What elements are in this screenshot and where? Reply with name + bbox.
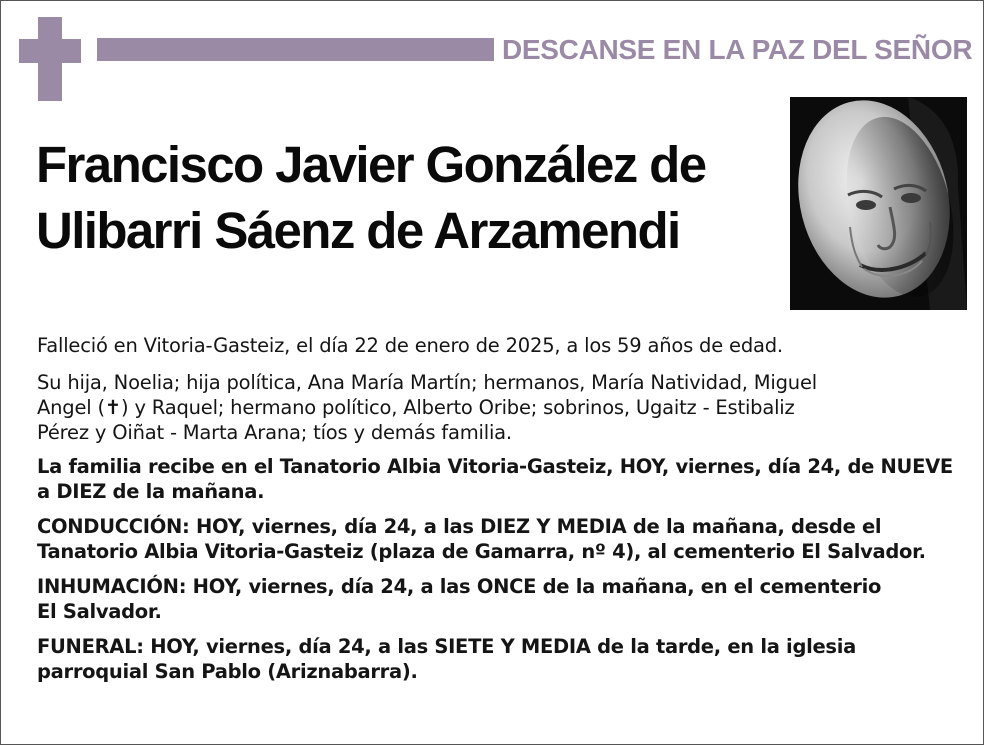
obituary-body bbox=[37, 333, 957, 694]
header-title: DESCANSE EN LA PAZ DEL SEÑOR bbox=[502, 34, 973, 65]
portrait-illustration bbox=[790, 97, 967, 310]
burial-line-1: INHUMACIÓN: HOY, viernes, día 24, a las ONCE de la mañana, en el cementerio bbox=[37, 575, 882, 598]
reception-line-2: a DIEZ de la mañana. bbox=[37, 480, 265, 503]
reception-line-1: La familia recibe en el Tanatorio Albia Vitoria-Gasteiz, HOY, viernes, día 24, de NUEVE bbox=[37, 455, 953, 478]
funeral-paragraph bbox=[37, 634, 957, 684]
portrait-photo bbox=[790, 97, 967, 310]
name-line-2: Ulibarri Sáenz de Arzamendi bbox=[36, 202, 680, 259]
cross-icon bbox=[19, 17, 81, 101]
family-paragraph bbox=[37, 370, 957, 445]
funeral-line-1: FUNERAL: HOY, viernes, día 24, a las SIETE Y MEDIA de la tarde, en la iglesia bbox=[37, 635, 856, 658]
burial-line-2: El Salvador. bbox=[37, 600, 162, 623]
name-line-1: Francisco Javier González de bbox=[36, 136, 706, 193]
conduction-paragraph bbox=[37, 514, 957, 564]
header-decorative-bar bbox=[97, 38, 494, 61]
family-line-1: Su hija, Noelia; hija política, Ana María Martín; hermanos, María Natividad, Miguel bbox=[37, 371, 817, 394]
family-line-3: Pérez y Oiñat - Marta Arana; tíos y demás familia. bbox=[37, 421, 512, 444]
conduction-line-1: CONDUCCIÓN: HOY, viernes, día 24, a las DIEZ Y MEDIA de la mañana, desde el bbox=[37, 515, 882, 538]
death-notice: Falleció en Vitoria-Gasteiz, el día 22 de enero de 2025, a los 59 años de edad. bbox=[37, 334, 783, 357]
reception-paragraph bbox=[37, 454, 957, 504]
burial-paragraph bbox=[37, 574, 957, 624]
conduction-line-2: Tanatorio Albia Vitoria-Gasteiz (plaza de Gamarra, nº 4), al cementerio El Salvador. bbox=[37, 540, 926, 563]
funeral-line-2: parroquial San Pablo (Ariznabarra). bbox=[37, 660, 418, 683]
deceased-name bbox=[36, 132, 796, 264]
family-line-2: Angel (✝) y Raquel; hermano político, Alberto Oribe; sobrinos, Ugaitz - Estibaliz bbox=[37, 396, 795, 419]
